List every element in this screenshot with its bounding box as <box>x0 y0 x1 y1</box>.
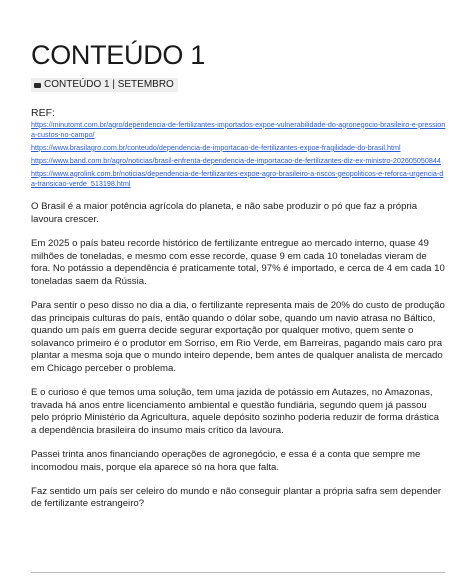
references-section <box>31 107 446 190</box>
references-label: REF: <box>31 106 55 119</box>
paragraph: E o curioso é que temos uma solução, tem uma jazida de potássio em Autazes, no Amazonas, travada há anos entre licenciamento ambiental e questão fundiária, segundo quem já passou pelo próprio Ministério da Agricultura, aquele depósito sozinho poderia reduzir de forma drástica a dependência brasileira do insumo mais crítico da lavoura. <box>31 387 439 436</box>
folder-icon <box>34 83 41 88</box>
paragraph: Passei trinta anos financiando operações de agronegócio, e essa é a conta que sempre me incomodou mais, porque ela aparece só na hora que falta. <box>31 448 421 473</box>
references-list <box>31 120 446 190</box>
paragraph: Em 2025 o país bateu recorde histórico de fertilizante entregue ao mercado interno, quase 49 milhões de toneladas, e mesmo com esse recorde, quase 9 em cada 10 toneladas vieram de fora. No potássio a dependência é praticamente total, 97% é importado, e cerca de 4 em cada 10 toneladas saem da Rússia. <box>31 238 445 287</box>
paragraph: O Brasil é a maior potência agrícola do planeta, e não sabe produzir o pó que faz a própria lavoura crescer. <box>31 201 418 226</box>
bottom-divider <box>31 572 445 573</box>
body-text <box>31 201 446 510</box>
subtitle-text: CONTEÚDO 1 | SETEMBRO <box>44 79 174 90</box>
reference-link[interactable]: https://www.agrolink.com.br/noticias/dependencia-de-fertilizantes-expoe-agro-brasileiro-a-riscos-geopoliticos-e-reforca-urgencia-da-transicao-verde_513198.html <box>31 168 444 189</box>
reference-link[interactable]: https://minutomt.com.br/agro/dependencia-de-fertilizantes-importados-expoe-vulnerabilidade-do-agronegocio-brasileiro-e-pressiona-custos-no-campo/ <box>31 119 446 139</box>
paragraph: Faz sentido um país ser celeiro do mundo e não conseguir plantar a própria safra sem depender de fertilizante estrangeiro? <box>31 485 442 510</box>
page-title: CONTEÚDO 1 <box>31 40 206 70</box>
paragraph: Para sentir o peso disso no dia a dia, o fertilizante representa mais de 20% do custo de produção das principais culturas do país, então quando o dólar sobe, quando um navio atrasa no Báltico, quando um país em guerra decide segurar exportação por qualquer motivo, quem sente o solavanco primeiro é o produtor em Sorriso, em Rio Verde, em Barreiras, pagando mais caro pra plantar a mesma soja que o mundo inteiro depende, bem antes de qualquer analista de mercado em Chicago perceber o problema. <box>31 300 445 374</box>
reference-link[interactable]: https://www.band.com.br/agro/noticias/brasil-enfrenta-dependencia-de-importacao-de-fertilizantes-diz-ex-ministro-202605050844 <box>31 155 441 165</box>
subtitle-tag <box>31 78 178 92</box>
reference-link[interactable]: https://www.brasilagro.com.br/conteudo/dependencia-de-importacao-de-fertilizantes-expoe-fragilidade-do-brasil.html <box>31 142 401 152</box>
